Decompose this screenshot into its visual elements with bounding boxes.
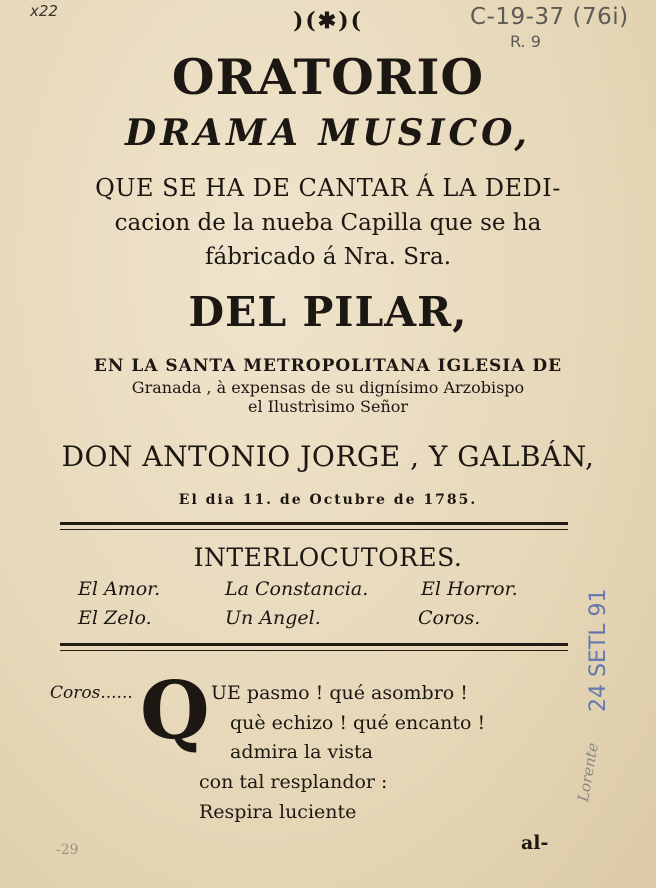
catchword: al-	[521, 832, 549, 854]
stamp-date: 24 SETL 91	[586, 588, 611, 712]
date-line: El dia 11. de Octubre de 1785.	[178, 492, 478, 508]
verse-line: Respira luciente	[199, 801, 357, 823]
location-line-1: EN LA SANTA METROPOLITANA IGLESIA DE	[93, 356, 563, 376]
divider-thin	[60, 529, 568, 530]
subtitle-line-3: fábricado á Nra. Sra.	[204, 244, 452, 270]
shelf-sub-mark: R. 9	[510, 32, 541, 51]
signature-text: Lorente	[574, 741, 603, 804]
title-drama-musico: DRAMA MUSICO,	[125, 112, 531, 154]
cast-member: Un Angel.	[225, 607, 321, 629]
corner-annotation: x22	[30, 2, 58, 20]
patron-name: DON ANTONIO JORGE , Y GALBÁN,	[61, 440, 595, 473]
cast-heading: INTERLOCUTORES.	[193, 543, 463, 572]
location-line-3: el Ilustrìsimo Señor	[247, 397, 409, 416]
cast-member: Coros.	[418, 607, 481, 629]
cast-member: El Zelo.	[78, 607, 152, 629]
location-line-2: Granada , à expensas de su dignísimo Arzobispo	[131, 378, 525, 397]
divider-thick	[60, 522, 568, 525]
dedication-heading: DEL PILAR,	[188, 288, 468, 336]
ornament: )(✱)(	[292, 8, 364, 34]
title-oratorio: ORATORIO	[171, 48, 485, 106]
cast-member: La Constancia.	[225, 578, 369, 600]
shelf-mark: C-19-37 (76i)	[470, 4, 629, 30]
verse-line: què echizo ! qué encanto !	[230, 712, 486, 734]
cast-member: El Horror.	[421, 578, 518, 600]
verse-line: UE pasmo ! qué asombro !	[211, 682, 468, 704]
verse-line: con tal resplandor :	[199, 771, 388, 793]
drop-cap: Q	[140, 663, 210, 757]
page-number: -29	[56, 842, 79, 858]
cast-member: El Amor.	[78, 578, 161, 600]
divider-thin	[60, 650, 568, 651]
subtitle-line-2: cacion de la nueba Capilla que se ha	[114, 210, 542, 236]
divider-thick	[60, 643, 568, 646]
subtitle-line-1: QUE SE HA DE CANTAR Á LA DEDI-	[95, 174, 561, 202]
speaker-label: Coros......	[50, 683, 133, 703]
verse-line: admira la vista	[230, 741, 374, 763]
